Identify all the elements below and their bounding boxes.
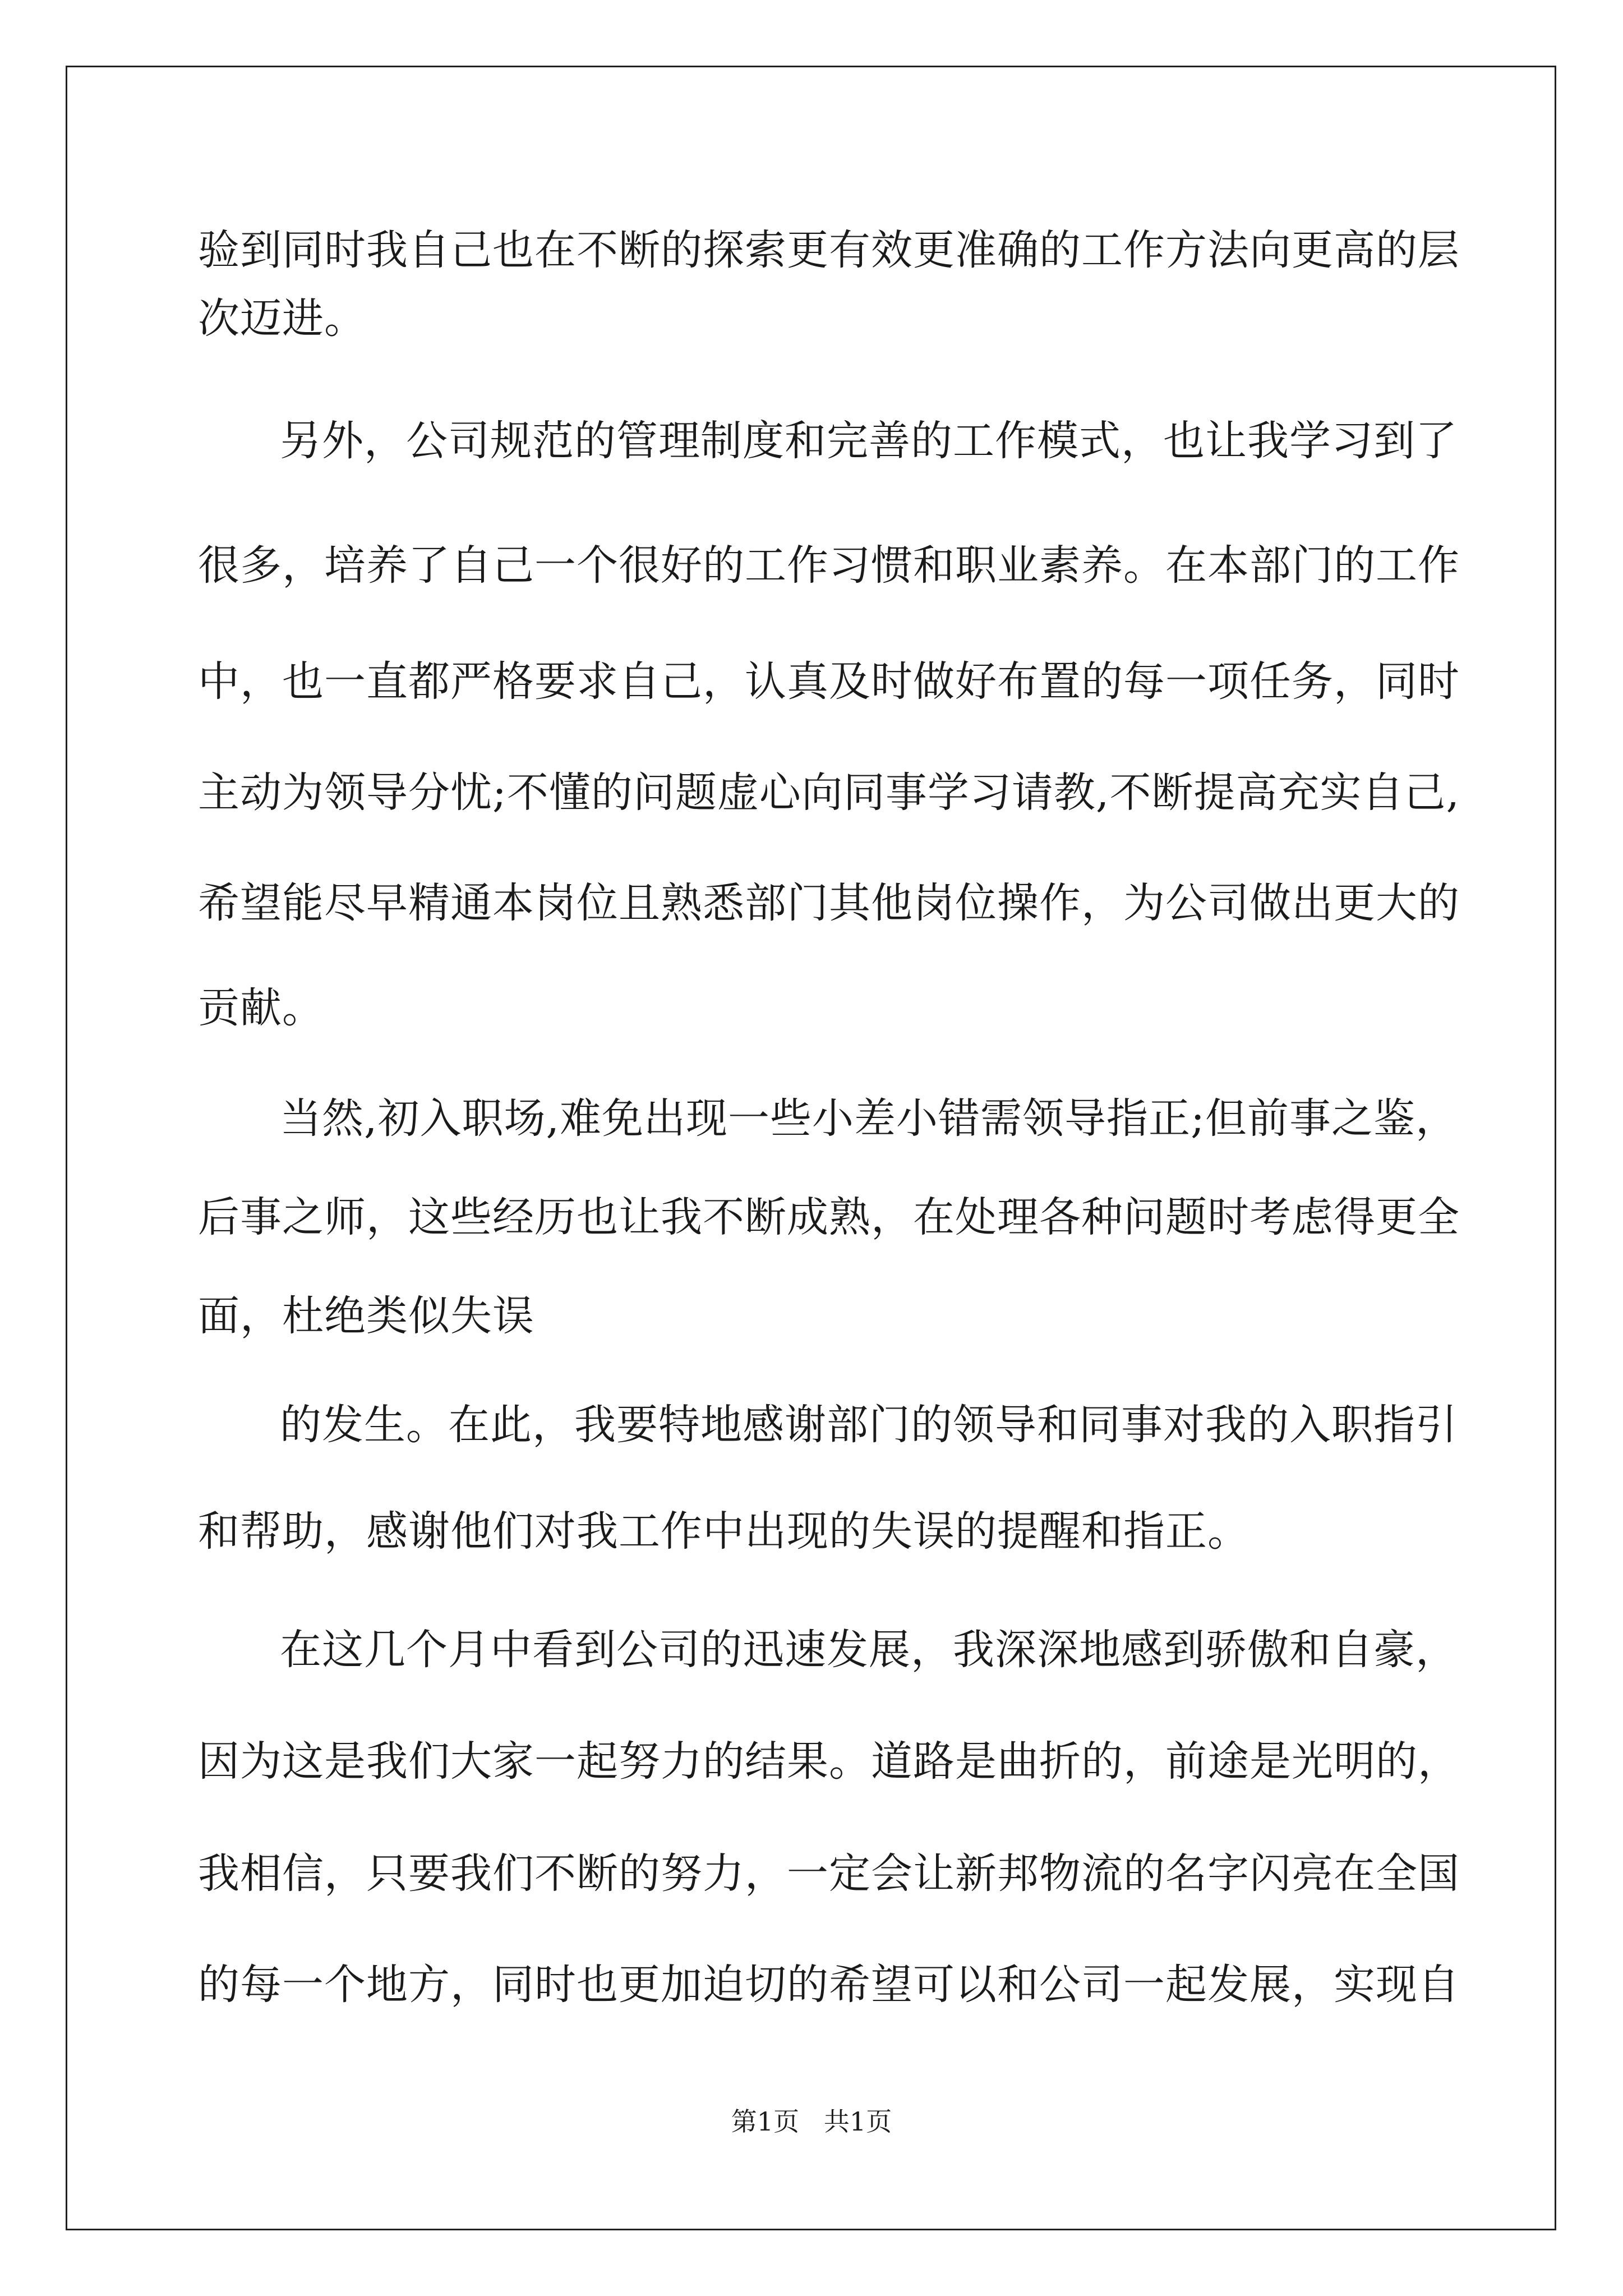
text-line-17: 的每一个地方，同时也更加迫切的希望可以和公司一起发展，实现自 — [198, 1961, 1460, 2009]
text-line-13: 和帮助，感谢他们对我工作中出现的失误的提醒和指正。 — [198, 1507, 1249, 1556]
text-line-4: 很多，培养了自己一个很好的工作习惯和职业素养。在本部门的工作 — [198, 541, 1460, 590]
text-line-16: 我相信，只要我们不断的努力，一定会让新邦物流的名字闪亮在全国 — [198, 1849, 1460, 1898]
text-line-14: 在这几个月中看到公司的迅速发展，我深深地感到骄傲和自豪， — [280, 1626, 1458, 1674]
text-line-5: 中，也一直都严格要求自己，认真及时做好布置的每一项任务，同时 — [198, 657, 1460, 706]
text-line-9: 当然,初入职场,难免出现一些小差小错需领导指正;但前事之鉴， — [280, 1094, 1458, 1143]
text-line-15: 因为这是我们大家一起努力的结果。道路是曲折的，前途是光明的， — [198, 1737, 1460, 1786]
page-footer: 第1页 共1页 — [731, 2106, 892, 2137]
text-line-1: 验到同时我自己也在不断的探索更有效更准确的工作方法向更高的层 — [198, 226, 1460, 274]
text-line-12: 的发生。在此，我要特地感谢部门的领导和同事对我的入职指引 — [280, 1401, 1458, 1449]
text-line-7: 希望能尽早精通本岗位且熟悉部门其他岗位操作，为公司做出更大的 — [198, 879, 1460, 927]
text-line-6: 主动为领导分忧;不懂的问题虚心向同事学习请教,不断提高充实自己, — [198, 769, 1460, 817]
text-line-11: 面，杜绝类似失误 — [198, 1292, 534, 1340]
text-line-3: 另外，公司规范的管理制度和完善的工作模式，也让我学习到了 — [280, 417, 1458, 465]
text-line-8: 贡献。 — [198, 984, 324, 1032]
text-line-10: 后事之师，这些经历也让我不断成熟，在处理各种问题时考虑得更全 — [198, 1193, 1460, 1241]
page-border — [66, 66, 1556, 2230]
text-line-2: 次迈进。 — [198, 295, 366, 343]
